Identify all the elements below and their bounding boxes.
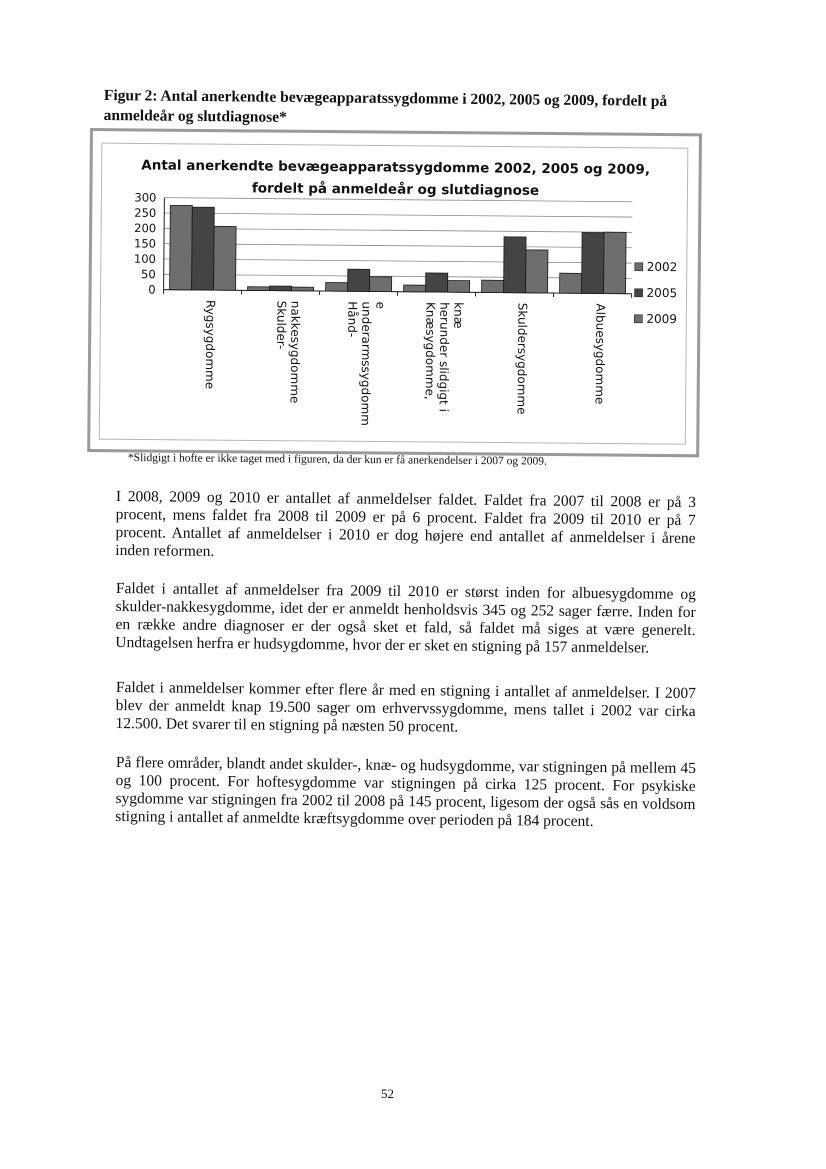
chart-title-line-1: Antal anerkendte bevægeapparatssygdomme 2002, 2005 og 2009,	[141, 157, 651, 178]
category-label-3-0: Knæsygdomme,	[422, 301, 438, 400]
y-tick-label: 0	[148, 282, 156, 297]
legend-swatch-2002	[635, 263, 643, 271]
category-label-2-1: underarmssygdomm	[358, 301, 374, 426]
bar-2009-5	[604, 232, 627, 294]
bar-2005-3	[426, 273, 448, 292]
category-label-2-0: Hånd-	[345, 301, 360, 338]
y-tick-label: 100	[133, 251, 156, 266]
paragraph-4: På flere områder, blandt andet skulder-, knæ- og hudsygdomme, var stigningen på mellem 45 og 100 procent. For hoftesygdomme var stigningen på cirka 125 procent. For psykiske sygdomme var stigningen fra 2002 til 2008 på 145 procent, ligesom der også sås en voldsom stigning i antallet af anmeldte kræftsygdomme over perioden på 184 procent.	[115, 754, 696, 831]
gridline	[164, 198, 632, 202]
legend-swatch-2009	[634, 315, 642, 323]
bar-2002-4	[482, 280, 504, 292]
y-tick-label: 50	[141, 267, 156, 282]
bar-2009-2	[370, 277, 392, 292]
bar-2002-3	[404, 285, 426, 292]
gridline	[164, 213, 632, 217]
legend-label-2009: 2009	[646, 311, 677, 327]
bar-2002-5	[560, 273, 582, 293]
paragraph-2: Faldet i antallet af anmeldelser fra 2009 til 2010 er størst inden for albuesygdomme og skulder-nakkesygdomme, idet der er anmeldt henholdsvis 345 og 252 sager færre. Inden for en række andre diagnoser er der også sket et fald, så faldet må siges at være generelt. Undtagelsen herfra er hudsygdomme, hvor der er sket en stigning på 157 anmeldelser.	[115, 580, 696, 657]
category-label-4-0: Skuldersygdomme	[514, 302, 530, 415]
bar-2009-0	[214, 226, 237, 290]
bar-2002-0	[170, 205, 193, 290]
y-tick-label: 300	[134, 190, 157, 205]
paragraph-1: I 2008, 2009 og 2010 er antallet af anmeldelser faldet. Faldet fra 2007 til 2008 er på 3 procent, mens faldet fra 2008 til 2009 er på 6 procent. Faldet fra 2009 til 2010 er på 7 procent. Antallet af anmeldelser i 2010 er dog højere end antallet af anmeldelser i årene inden reformen.	[115, 488, 696, 561]
legend-swatch-2005	[635, 289, 643, 297]
y-tick-label: 150	[133, 236, 157, 251]
bar-2009-1	[292, 287, 314, 291]
category-label-3-1: herunder slidgigt i	[436, 302, 452, 413]
page-number: 52	[381, 1086, 394, 1101]
category-label-1-1: nakkesygdomme	[287, 300, 303, 404]
category-label-3-2: knæ	[451, 302, 466, 329]
bar-2002-1	[248, 287, 270, 291]
bar-2005-0	[192, 207, 215, 290]
legend-label-2002: 2002	[646, 259, 678, 275]
figure-footnote: *Slidgigt i hofte er ikke taget med i figuren, da der kun er få anerkendelser i 2007 og 2009.	[127, 452, 547, 468]
bar-chart	[90, 131, 699, 454]
figure-caption: Figur 2: Antal anerkendte bevægeapparatssygdomme i 2002, 2005 og 2009, fordelt på anmeldeår og slutdiagnose*	[103, 86, 668, 126]
chart-title-line-2: fordelt på anmeldeår og slutdiagnose	[251, 180, 540, 199]
category-label-1-0: Skulder-	[274, 300, 289, 350]
legend-label-2005: 2005	[646, 285, 678, 301]
bar-2005-5	[582, 233, 605, 294]
chart-frame	[87, 128, 702, 457]
bar-2005-1	[270, 286, 292, 291]
y-tick-label: 200	[134, 221, 157, 236]
category-label-2-2: e	[373, 301, 388, 309]
bar-2002-2	[326, 282, 348, 291]
bar-2005-4	[504, 237, 526, 293]
bar-2009-3	[448, 280, 470, 292]
bar-2009-4	[526, 250, 548, 293]
category-label-5-0: Albuesygdomme	[592, 303, 608, 405]
bar-2005-2	[348, 269, 370, 291]
y-axis	[164, 198, 165, 290]
y-tick-label: 250	[134, 205, 157, 220]
category-label-0-0: Rygsygdomme	[202, 299, 218, 390]
paragraph-3: Faldet i anmeldelser kommer efter flere år med en stigning i antallet af anmeldelser. I 2007 blev der anmeldt knap 19.500 sager om erhvervssygdomme, mens tallet i 2002 var cirka 12.500. Det svarer til en stigning på næsten 50 procent.	[115, 679, 696, 736]
